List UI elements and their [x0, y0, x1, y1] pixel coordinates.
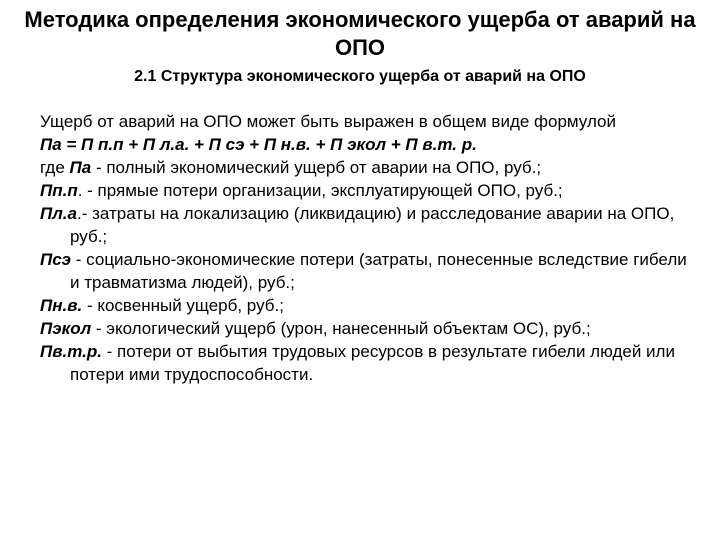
definition-ppp	[40, 179, 690, 202]
definition-text: - косвенный ущерб, руб.;	[82, 296, 284, 315]
term-pa: Па	[69, 158, 92, 177]
term-ppp: Пп.п	[40, 181, 78, 200]
slide-title: Методика определения экономического ущерба от аварий на ОПО	[24, 7, 696, 60]
definition-text: . - прямые потери организации, эксплуатирующей ОПО, руб.;	[77, 181, 563, 200]
intro-text: Ущерб от аварий на ОПО может быть выражен в общем виде формулой	[40, 112, 616, 131]
term-pla: Пл.а	[40, 204, 77, 223]
definition-pekol	[40, 317, 690, 340]
definition-pa	[40, 156, 690, 179]
definition-text: - социально-экономические потери (затраты, понесенные вследствие гибели и травматизма людей), руб.;	[70, 250, 687, 292]
slide-body	[40, 110, 690, 386]
definition-text: - экологический ущерб (урон, нанесенный объектам ОС), руб.;	[91, 319, 591, 338]
section-subtitle: 2.1 Структура экономического ущерба от аварий на ОПО	[134, 68, 586, 85]
term-pvtr: Пв.т.р.	[40, 342, 102, 361]
definition-pvtr	[40, 340, 690, 386]
definition-text: - потери от выбытия трудовых ресурсов в результате гибели людей или потери ими трудоспособности.	[70, 342, 675, 384]
definition-pla	[40, 202, 690, 248]
term-pnv: Пн.в.	[40, 296, 83, 315]
term-pse: Псэ	[40, 250, 72, 269]
definition-pnv	[40, 294, 690, 317]
definition-text: .- затраты на локализацию (ликвидацию) и расследование аварии на ОПО, руб.;	[70, 204, 675, 246]
definition-text: - полный экономический ущерб от аварии на ОПО, руб.;	[91, 158, 542, 177]
definition-pse	[40, 248, 690, 294]
term-pekol: Пэкол	[40, 319, 92, 338]
formula: Па = П п.п + П л.а. + П сэ + П н.в. + П экол + П в.т. р.	[40, 135, 477, 154]
definition-prefix: где	[40, 158, 70, 177]
